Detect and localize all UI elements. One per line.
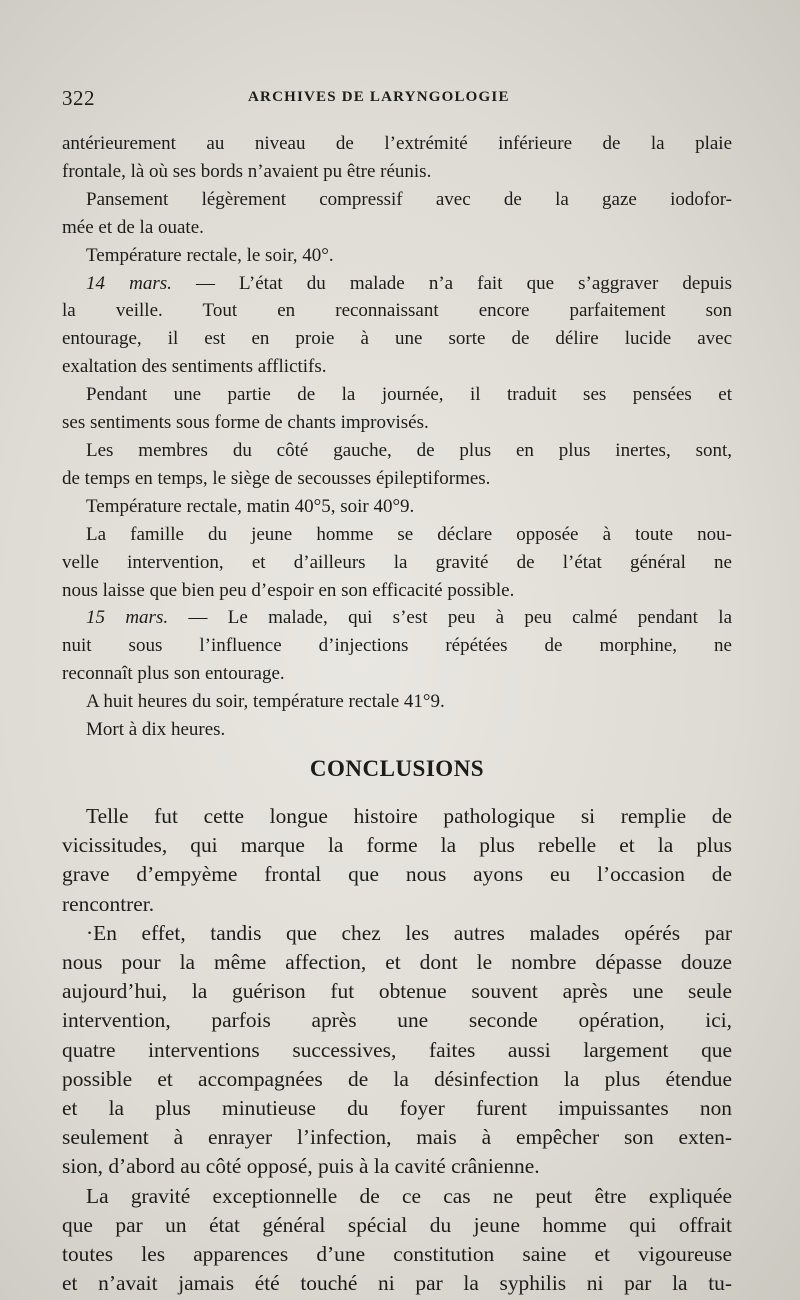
text-line: Pansement légèrement compressif avec de la gaze iodofor- bbox=[86, 188, 732, 210]
text-line: quatre interventions successives, faites aussi largement que bbox=[62, 1037, 732, 1062]
text-line bbox=[62, 604, 732, 632]
text-line: La famille du jeune homme se déclare opposée à toute nou- bbox=[86, 523, 732, 545]
conclusions-text bbox=[62, 802, 732, 1298]
conclusion-paragraph-3 bbox=[62, 1182, 732, 1299]
text-line: et n’avait jamais été touché ni par la syphilis ni par la tu- bbox=[62, 1271, 732, 1296]
paragraph-9 bbox=[62, 604, 732, 688]
text-line: et la plus minutieuse du foyer furent impuissantes non bbox=[62, 1095, 732, 1120]
paragraph-8 bbox=[62, 521, 732, 605]
page-number: 322 bbox=[62, 86, 95, 110]
text-line: sion, d’abord au côté opposé, puis à la cavité crânienne. bbox=[62, 1154, 540, 1179]
text-line: Mort à dix heures. bbox=[86, 719, 226, 741]
text-line: La gravité exceptionnelle de ce cas ne peut être expliquée bbox=[86, 1183, 732, 1208]
page-body bbox=[62, 130, 732, 1298]
text-line: exaltation des sentiments afflictifs. bbox=[62, 356, 327, 378]
text-line: nous laisse que bien peu d’espoir en son efficacité possible. bbox=[62, 579, 515, 601]
paragraph-2 bbox=[62, 186, 732, 242]
text-line: frontale, là où ses bords n’avaient pu être réunis. bbox=[62, 160, 432, 182]
text-line: velle intervention, et d’ailleurs la gravité de l’état général ne bbox=[62, 551, 732, 573]
text-line: que par un état général spécial du jeune homme qui offrait bbox=[62, 1212, 732, 1237]
text-line: seulement à enrayer l’infection, mais à empêcher son exten- bbox=[62, 1125, 732, 1150]
clinical-notes bbox=[62, 130, 732, 744]
entry-text: — L’état du malade n’a fait que s’aggraver depuis bbox=[171, 272, 732, 294]
text-line bbox=[62, 270, 732, 298]
text-line: aujourd’hui, la guérison fut obtenue souvent après une seule bbox=[62, 979, 732, 1004]
text-line: antérieurement au niveau de l’extrémité inférieure de la plaie bbox=[62, 133, 732, 154]
text-line: grave d’empyème frontal que nous ayons eu l’occasion de bbox=[62, 862, 732, 887]
text-line: ses sentiments sous forme de chants improvisés. bbox=[62, 412, 429, 434]
entry-text: — Le malade, qui s’est peu à peu calmé pendant la bbox=[168, 607, 732, 629]
paragraph-4 bbox=[62, 270, 732, 382]
text-line: de temps en temps, le siège de secousses épileptiformes. bbox=[62, 467, 491, 489]
paragraph-1 bbox=[62, 130, 732, 186]
text-line: vicissitudes, qui marque la forme la plus rebelle et la plus bbox=[62, 833, 732, 858]
paragraph-11 bbox=[62, 716, 732, 744]
paragraph-3 bbox=[62, 242, 732, 270]
paragraph-7 bbox=[62, 493, 732, 521]
entry-date: 14 mars. bbox=[86, 272, 172, 294]
section-heading: CONCLUSIONS bbox=[309, 755, 485, 781]
text-line: possible et accompagnées de la désinfection la plus étendue bbox=[62, 1066, 732, 1091]
text-line: Telle fut cette longue histoire pathologique si remplie de bbox=[86, 803, 732, 828]
conclusion-paragraph-2 bbox=[62, 919, 732, 1182]
conclusion-paragraph-1 bbox=[62, 802, 732, 919]
page-header bbox=[62, 86, 732, 116]
text-line: Température rectale, le soir, 40°. bbox=[86, 244, 334, 266]
paragraph-5 bbox=[62, 381, 732, 437]
text-line: reconnaît plus son entourage. bbox=[62, 663, 285, 685]
text-line: Pendant une partie de la journée, il traduit ses pensées et bbox=[86, 384, 732, 406]
entry-date: 15 mars. bbox=[86, 607, 169, 629]
running-head: ARCHIVES DE LARYNGOLOGIE bbox=[248, 89, 510, 105]
text-line: nous pour la même affection, et dont le nombre dépasse douze bbox=[62, 949, 732, 974]
paragraph-6 bbox=[62, 437, 732, 493]
text-line: intervention, parfois après une seconde opération, ici, bbox=[62, 1008, 732, 1033]
text-line: toutes les apparences d’une constitution saine et vigoureuse bbox=[62, 1241, 732, 1266]
text-line: Température rectale, matin 40°5, soir 40°9. bbox=[86, 495, 415, 517]
text-line: entourage, il est en proie à une sorte de délire lucide avec bbox=[62, 328, 732, 350]
text-line: ·En effet, tandis que chez les autres malades opérés par bbox=[86, 920, 732, 945]
text-line: Les membres du côté gauche, de plus en plus inertes, sont, bbox=[86, 439, 732, 461]
text-line: nuit sous l’influence d’injections répétées de morphine, ne bbox=[62, 635, 732, 657]
text-line: mée et de la ouate. bbox=[62, 216, 204, 238]
text-line: A huit heures du soir, température rectale 41°9. bbox=[86, 691, 445, 713]
paragraph-10 bbox=[62, 688, 732, 716]
text-line: la veille. Tout en reconnaissant encore parfaitement son bbox=[62, 300, 732, 322]
text-line: rencontrer. bbox=[62, 891, 155, 916]
